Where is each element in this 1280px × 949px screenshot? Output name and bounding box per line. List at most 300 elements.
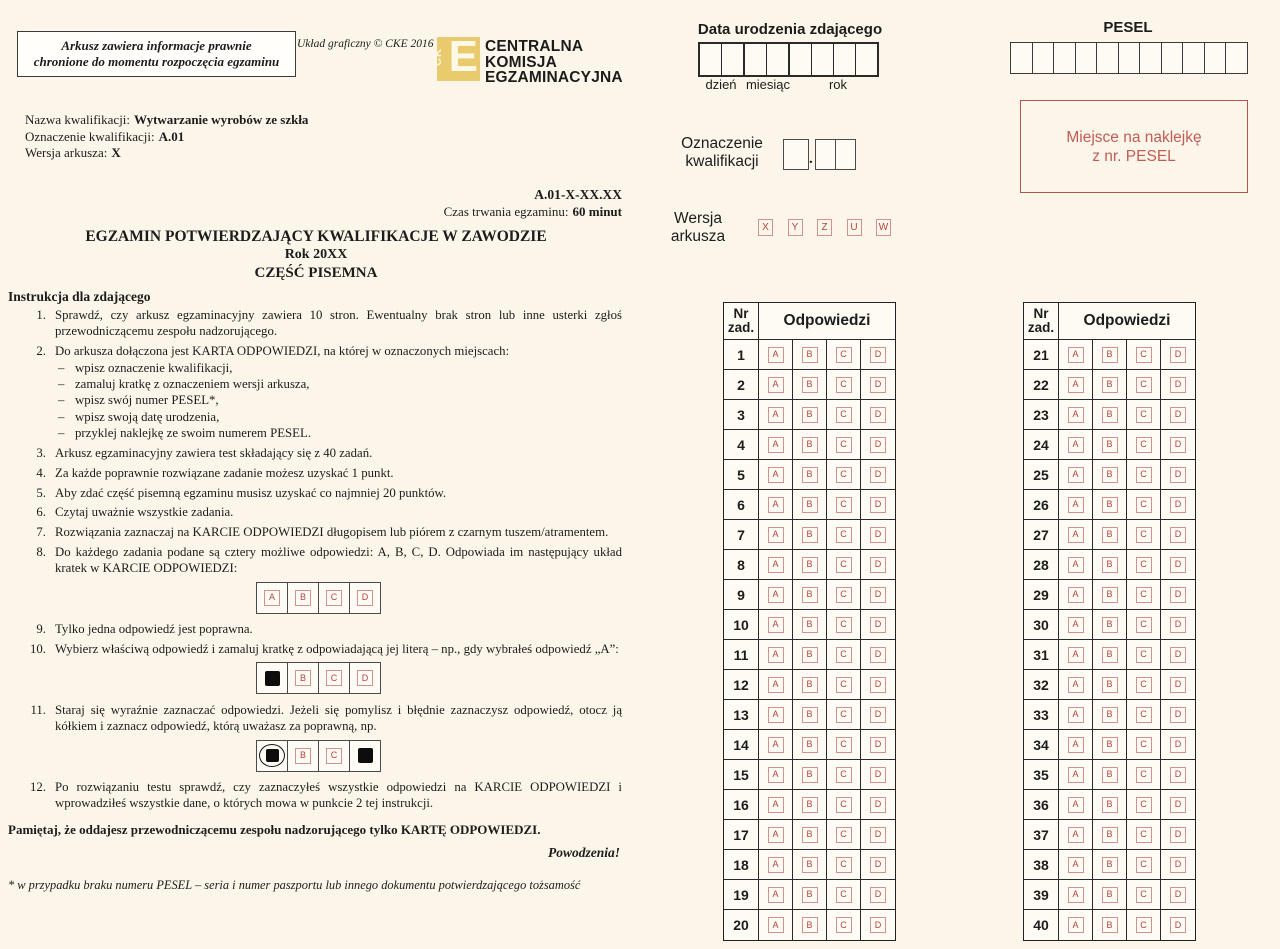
instruction-text: Aby zdać część pisemną egzaminu musisz uzyskać co najmniej 20 punktów. xyxy=(55,485,447,500)
answer-box-1b[interactable]: B xyxy=(802,347,818,363)
answer-box-4a[interactable]: A xyxy=(768,437,784,453)
dash-bullet: – xyxy=(58,377,65,392)
answer-box-24c[interactable]: C xyxy=(1136,437,1152,453)
answer-box-25c[interactable]: C xyxy=(1136,467,1152,483)
circled-answer-mark xyxy=(259,744,285,767)
answer-cell xyxy=(793,700,827,730)
instruction-text: Za każde poprawnie rozwiązane zadanie możesz uzyskać 1 punkt. xyxy=(55,465,394,480)
answer-box-16a[interactable]: A xyxy=(768,797,784,813)
pesel-footnote: * w przypadku braku numeru PESEL – seria i numer paszportu lub innego dokumentu potwierdzającego tożsamość xyxy=(8,877,581,892)
qualification-code-box-2[interactable] xyxy=(815,139,856,170)
task-number: 5 xyxy=(724,460,759,490)
answer-box-27b[interactable]: B xyxy=(1102,527,1118,543)
answer-cell xyxy=(1161,670,1195,700)
answer-box-20c[interactable]: C xyxy=(836,917,852,933)
birthdate-cell[interactable] xyxy=(722,44,745,75)
answer-cell xyxy=(827,610,861,640)
answer-box-29c[interactable]: C xyxy=(1136,587,1152,603)
answer-box-33c[interactable]: C xyxy=(1136,707,1152,723)
dash-bullet: – xyxy=(58,426,65,441)
answer-box-25a[interactable]: A xyxy=(1068,467,1084,483)
pesel-cell[interactable] xyxy=(1205,43,1227,73)
answer-box-5d[interactable]: D xyxy=(870,467,886,483)
exam-title xyxy=(0,228,632,282)
answer-cell xyxy=(1093,820,1127,850)
answer-box-26b[interactable]: B xyxy=(1102,497,1118,513)
cke-logo-icon xyxy=(431,32,480,81)
task-number: 25 xyxy=(1024,460,1059,490)
instruction-text: Do każdego zadania podane są cztery możliwe odpowiedzi: A, B, C, D. Odpowiada im następujący układ kratek w KARCIE ODPOWIEDZI: xyxy=(55,545,622,576)
answer-cell xyxy=(1093,730,1127,760)
answer-box-30c[interactable]: C xyxy=(1136,617,1152,633)
answer-box-27d[interactable]: D xyxy=(1170,527,1186,543)
answer-box-11c[interactable]: C xyxy=(836,647,852,663)
answer-box-24b[interactable]: B xyxy=(1102,437,1118,453)
answer-box-18b[interactable]: B xyxy=(802,857,818,873)
birthdate-cell[interactable] xyxy=(767,44,790,75)
answer-box-6a[interactable]: A xyxy=(768,497,784,513)
answer-box-9d[interactable]: D xyxy=(870,587,886,603)
answer-box-36b[interactable]: B xyxy=(1102,797,1118,813)
answer-box-33d[interactable]: D xyxy=(1170,707,1186,723)
answer-box-11b[interactable]: B xyxy=(802,647,818,663)
answer-cell xyxy=(827,580,861,610)
answer-box-1a[interactable]: A xyxy=(768,347,784,363)
answer-box-23c[interactable]: C xyxy=(1136,407,1152,423)
answer-box-28d[interactable]: D xyxy=(1170,557,1186,573)
answer-box-2b[interactable]: B xyxy=(802,377,818,393)
answer-box-32c[interactable]: C xyxy=(1136,677,1152,693)
answer-box-30d[interactable]: D xyxy=(1170,617,1186,633)
answer-box-21c[interactable]: C xyxy=(1136,347,1152,363)
answer-box-20a[interactable]: A xyxy=(768,917,784,933)
answer-box-7a[interactable]: A xyxy=(768,527,784,543)
answer-box-19d[interactable]: D xyxy=(870,887,886,903)
answer-box-14c[interactable]: C xyxy=(836,737,852,753)
answer-box-26a[interactable]: A xyxy=(1068,497,1084,513)
answer-box-37d[interactable]: D xyxy=(1170,827,1186,843)
answer-cell xyxy=(1127,880,1161,910)
answer-cell xyxy=(1127,850,1161,880)
answer-box-8a[interactable]: A xyxy=(768,557,784,573)
answer-box-16c[interactable]: C xyxy=(836,797,852,813)
answer-box-29b[interactable]: B xyxy=(1102,587,1118,603)
answer-cell xyxy=(1059,340,1093,370)
answer-box-22c[interactable]: C xyxy=(1136,377,1152,393)
exam-duration-line: Czas trwania egzaminu: 60 minut xyxy=(443,203,622,219)
answer-cell xyxy=(1161,820,1195,850)
answer-box-5a[interactable]: A xyxy=(768,467,784,483)
answer-box-15c[interactable]: C xyxy=(836,767,852,783)
answer-box-31d[interactable]: D xyxy=(1170,647,1186,663)
answer-box-24a[interactable]: A xyxy=(1068,437,1084,453)
answer-cell xyxy=(759,790,793,820)
answer-box-28b[interactable]: B xyxy=(1102,557,1118,573)
answer-box-26c[interactable]: C xyxy=(1136,497,1152,513)
task-number: 6 xyxy=(724,490,759,520)
answer-box-9c[interactable]: C xyxy=(836,587,852,603)
answer-box-3d[interactable]: D xyxy=(870,407,886,423)
answer-box-28c[interactable]: C xyxy=(1136,557,1152,573)
instruction-item xyxy=(8,465,622,481)
answer-box-40c[interactable]: C xyxy=(1136,917,1152,933)
answer-box-15d[interactable]: D xyxy=(870,767,886,783)
answer-box-39d[interactable]: D xyxy=(1170,887,1186,903)
pesel-cell[interactable] xyxy=(1226,43,1247,73)
answer-box-23b[interactable]: B xyxy=(1102,407,1118,423)
answer-cell xyxy=(1127,610,1161,640)
task-number: 39 xyxy=(1024,880,1059,910)
answer-box-8c[interactable]: C xyxy=(836,557,852,573)
answer-cell xyxy=(861,520,895,550)
answer-box-3b[interactable]: B xyxy=(802,407,818,423)
birthdate-cell[interactable] xyxy=(790,44,812,75)
answer-cell xyxy=(1093,670,1127,700)
answer-box-14a[interactable]: A xyxy=(768,737,784,753)
answer-box-4b[interactable]: B xyxy=(802,437,818,453)
answer-cell xyxy=(793,640,827,670)
answer-box-9a[interactable]: A xyxy=(768,587,784,603)
birthdate-cell[interactable] xyxy=(856,44,877,75)
answer-cell xyxy=(1093,430,1127,460)
answer-box-12d[interactable]: D xyxy=(870,677,886,693)
example-cell xyxy=(287,740,319,772)
answer-box-18d[interactable]: D xyxy=(870,857,886,873)
answer-cell xyxy=(1161,640,1195,670)
sheet-version-options xyxy=(758,219,891,236)
pesel-cell[interactable] xyxy=(1097,43,1119,73)
answer-box-6b[interactable]: B xyxy=(802,497,818,513)
task-number: 38 xyxy=(1024,850,1059,880)
answer-box-17b[interactable]: B xyxy=(802,827,818,843)
answer-cell xyxy=(861,880,895,910)
answer-box-29a[interactable]: A xyxy=(1068,587,1084,603)
answer-cell xyxy=(1093,520,1127,550)
qualification-code-cell[interactable] xyxy=(816,140,836,169)
answer-box-26d[interactable]: D xyxy=(1170,497,1186,513)
instruction-text: Po rozwiązaniu testu sprawdź, czy zaznaczyłeś wszystkie odpowiedzi na KARCIE ODPOWIEDZI i wprowadziłeś wszystkie dane, o których mowa w punkcie 2 tej instrukcji. xyxy=(55,780,622,811)
answer-cell xyxy=(759,640,793,670)
answer-box-25b[interactable]: B xyxy=(1102,467,1118,483)
answer-box-20b[interactable]: B xyxy=(802,917,818,933)
answer-box-39c[interactable]: C xyxy=(1136,887,1152,903)
version-option-w[interactable]: W xyxy=(876,219,891,236)
answer-box-19c[interactable]: C xyxy=(836,887,852,903)
instructions-heading: Instrukcja dla zdającego xyxy=(8,289,151,304)
answer-box-31c[interactable]: C xyxy=(1136,647,1152,663)
answer-box-3c[interactable]: C xyxy=(836,407,852,423)
instruction-item xyxy=(8,307,622,340)
answer-cell xyxy=(1059,580,1093,610)
answer-cell xyxy=(827,430,861,460)
cke-logo-name xyxy=(485,39,623,86)
answer-box-1c[interactable]: C xyxy=(836,347,852,363)
instruction-sub-text: wpisz swoją datę urodzenia, xyxy=(75,409,220,424)
answer-cell xyxy=(1161,880,1195,910)
answer-letter-box: A xyxy=(264,590,280,606)
answer-box-16b[interactable]: B xyxy=(802,797,818,813)
answer-box-34b[interactable]: B xyxy=(1102,737,1118,753)
answer-box-3a[interactable]: A xyxy=(768,407,784,423)
answer-box-18c[interactable]: C xyxy=(836,857,852,873)
answer-box-8b[interactable]: B xyxy=(802,557,818,573)
answer-cell xyxy=(759,670,793,700)
answer-box-9b[interactable]: B xyxy=(802,587,818,603)
answer-box-8d[interactable]: D xyxy=(870,557,886,573)
answer-box-17d[interactable]: D xyxy=(870,827,886,843)
answer-box-15b[interactable]: B xyxy=(802,767,818,783)
answer-box-2d[interactable]: D xyxy=(870,377,886,393)
task-number: 24 xyxy=(1024,430,1059,460)
example-cell xyxy=(256,740,288,772)
answer-box-21a[interactable]: A xyxy=(1068,347,1084,363)
answer-box-11a[interactable]: A xyxy=(768,647,784,663)
answer-box-5c[interactable]: C xyxy=(836,467,852,483)
pesel-cell[interactable] xyxy=(1183,43,1205,73)
instruction-number: 11. xyxy=(30,702,46,717)
answer-letter-box: C xyxy=(326,670,342,686)
pesel-cell[interactable] xyxy=(1054,43,1076,73)
answer-box-23d[interactable]: D xyxy=(1170,407,1186,423)
answer-box-5b[interactable]: B xyxy=(802,467,818,483)
sticker-line1: Miejsce na naklejkę xyxy=(1066,128,1202,146)
answer-box-28a[interactable]: A xyxy=(1068,557,1084,573)
pesel-cell[interactable] xyxy=(1119,43,1141,73)
answer-box-40a[interactable]: A xyxy=(1068,917,1084,933)
task-number: 37 xyxy=(1024,820,1059,850)
answer-box-38a[interactable]: A xyxy=(1068,857,1084,873)
answer-box-12c[interactable]: C xyxy=(836,677,852,693)
answer-box-16d[interactable]: D xyxy=(870,797,886,813)
instruction-item xyxy=(8,779,622,812)
answer-cell xyxy=(793,490,827,520)
answer-box-30b[interactable]: B xyxy=(1102,617,1118,633)
answer-box-37c[interactable]: C xyxy=(1136,827,1152,843)
pesel-title: PESEL xyxy=(1103,19,1153,36)
answer-box-2c[interactable]: C xyxy=(836,377,852,393)
pesel-cell[interactable] xyxy=(1076,43,1098,73)
answer-cell xyxy=(861,400,895,430)
answer-cell xyxy=(1059,700,1093,730)
answer-box-29d[interactable]: D xyxy=(1170,587,1186,603)
birthdate-cell[interactable] xyxy=(812,44,834,75)
version-option-y[interactable]: Y xyxy=(788,219,803,236)
answer-box-13b[interactable]: B xyxy=(802,707,818,723)
answer-box-13d[interactable]: D xyxy=(870,707,886,723)
answer-cell xyxy=(1127,430,1161,460)
answer-box-17a[interactable]: A xyxy=(768,827,784,843)
instruction-item xyxy=(8,524,622,540)
instruction-item xyxy=(8,641,622,698)
pesel-cell[interactable] xyxy=(1140,43,1162,73)
instruction-number: 12. xyxy=(30,780,46,795)
answer-box-4d[interactable]: D xyxy=(870,437,886,453)
answer-cell xyxy=(827,520,861,550)
answer-box-34a[interactable]: A xyxy=(1068,737,1084,753)
answer-cell xyxy=(1127,760,1161,790)
answer-box-21d[interactable]: D xyxy=(1170,347,1186,363)
answer-cell xyxy=(1093,370,1127,400)
answer-letter-box: C xyxy=(326,748,342,764)
answer-cell xyxy=(793,370,827,400)
answer-box-12b[interactable]: B xyxy=(802,677,818,693)
answer-box-27c[interactable]: C xyxy=(1136,527,1152,543)
answer-box-20d[interactable]: D xyxy=(870,917,886,933)
answer-box-31b[interactable]: B xyxy=(1102,647,1118,663)
answer-box-33a[interactable]: A xyxy=(1068,707,1084,723)
answer-box-39b[interactable]: B xyxy=(1102,887,1118,903)
answer-box-37a[interactable]: A xyxy=(1068,827,1084,843)
answer-box-7d[interactable]: D xyxy=(870,527,886,543)
answer-box-34d[interactable]: D xyxy=(1170,737,1186,753)
answer-box-22a[interactable]: A xyxy=(1068,377,1084,393)
answer-box-30a[interactable]: A xyxy=(1068,617,1084,633)
answer-boxes-example xyxy=(35,662,602,694)
answer-cell xyxy=(793,610,827,640)
answer-box-13a[interactable]: A xyxy=(768,707,784,723)
answer-cell xyxy=(793,760,827,790)
answer-box-23a[interactable]: A xyxy=(1068,407,1084,423)
pesel-cell[interactable] xyxy=(1033,43,1055,73)
task-number: 3 xyxy=(724,400,759,430)
answer-box-18a[interactable]: A xyxy=(768,857,784,873)
instruction-item xyxy=(8,702,622,776)
answer-cell xyxy=(1161,790,1195,820)
answer-letter-box: D xyxy=(357,670,373,686)
answer-box-35d[interactable]: D xyxy=(1170,767,1186,783)
answer-cell xyxy=(861,640,895,670)
answer-box-35c[interactable]: C xyxy=(1136,767,1152,783)
dash-bullet: – xyxy=(58,393,65,408)
task-number: 17 xyxy=(724,820,759,850)
answer-box-22d[interactable]: D xyxy=(1170,377,1186,393)
answer-box-36a[interactable]: A xyxy=(1068,797,1084,813)
answer-box-10a[interactable]: A xyxy=(768,617,784,633)
dash-bullet: – xyxy=(58,409,65,424)
answer-box-31a[interactable]: A xyxy=(1068,647,1084,663)
qualification-code-cell[interactable] xyxy=(836,140,855,169)
task-number: 1 xyxy=(724,340,759,370)
task-number: 15 xyxy=(724,760,759,790)
answer-box-12a[interactable]: A xyxy=(768,677,784,693)
answer-box-36c[interactable]: C xyxy=(1136,797,1152,813)
task-number: 32 xyxy=(1024,670,1059,700)
answer-box-22b[interactable]: B xyxy=(1102,377,1118,393)
instruction-number: 9. xyxy=(36,622,46,637)
answer-box-35a[interactable]: A xyxy=(1068,767,1084,783)
answer-box-10b[interactable]: B xyxy=(802,617,818,633)
answer-cell xyxy=(1093,850,1127,880)
answer-cell xyxy=(827,760,861,790)
answer-box-33b[interactable]: B xyxy=(1102,707,1118,723)
answer-box-40b[interactable]: B xyxy=(1102,917,1118,933)
answer-box-32b[interactable]: B xyxy=(1102,677,1118,693)
answer-cell xyxy=(793,850,827,880)
exam-code-block xyxy=(300,187,622,220)
task-number: 28 xyxy=(1024,550,1059,580)
task-number: 34 xyxy=(1024,730,1059,760)
answer-box-19b[interactable]: B xyxy=(802,887,818,903)
answer-box-7b[interactable]: B xyxy=(802,527,818,543)
birthdate-cell[interactable] xyxy=(834,44,856,75)
answer-box-17c[interactable]: C xyxy=(836,827,852,843)
task-number: 27 xyxy=(1024,520,1059,550)
answer-box-19a[interactable]: A xyxy=(768,887,784,903)
birthdate-cell[interactable] xyxy=(700,44,722,75)
pesel-cell[interactable] xyxy=(1162,43,1184,73)
answer-cell xyxy=(1059,730,1093,760)
answer-box-1d[interactable]: D xyxy=(870,347,886,363)
instruction-sub-text: przyklej naklejkę ze swoim numerem PESEL. xyxy=(75,426,311,441)
answer-box-10c[interactable]: C xyxy=(836,617,852,633)
cke-name-line1: CENTRALNA xyxy=(485,38,584,55)
answer-box-24d[interactable]: D xyxy=(1170,437,1186,453)
answer-box-40d[interactable]: D xyxy=(1170,917,1186,933)
answer-cell xyxy=(1093,640,1127,670)
answer-cell xyxy=(1059,850,1093,880)
pesel-cell[interactable] xyxy=(1011,43,1033,73)
answer-box-37b[interactable]: B xyxy=(1102,827,1118,843)
answer-box-6d[interactable]: D xyxy=(870,497,886,513)
cke-name-line3: EGZAMINACYJNA xyxy=(485,69,623,86)
answer-box-15a[interactable]: A xyxy=(768,767,784,783)
answer-box-13c[interactable]: C xyxy=(836,707,852,723)
answer-box-38c[interactable]: C xyxy=(1136,857,1152,873)
answer-box-6c[interactable]: C xyxy=(836,497,852,513)
answer-box-14b[interactable]: B xyxy=(802,737,818,753)
version-option-z[interactable]: Z xyxy=(817,219,832,236)
answer-cell xyxy=(1161,580,1195,610)
answer-box-35b[interactable]: B xyxy=(1102,767,1118,783)
example-cell xyxy=(256,662,288,694)
filled-answer-mark xyxy=(265,671,280,686)
answer-box-32d[interactable]: D xyxy=(1170,677,1186,693)
example-cell xyxy=(318,740,350,772)
answer-box-27a[interactable]: A xyxy=(1068,527,1084,543)
version-option-u[interactable]: U xyxy=(847,219,862,236)
answer-box-4c[interactable]: C xyxy=(836,437,852,453)
answer-box-2a[interactable]: A xyxy=(768,377,784,393)
version-option-x[interactable]: X xyxy=(758,219,773,236)
answer-box-39a[interactable]: A xyxy=(1068,887,1084,903)
answer-box-32a[interactable]: A xyxy=(1068,677,1084,693)
answer-cell xyxy=(861,850,895,880)
answer-box-14d[interactable]: D xyxy=(870,737,886,753)
answer-box-10d[interactable]: D xyxy=(870,617,886,633)
answer-cell xyxy=(1127,520,1161,550)
birthdate-cell[interactable] xyxy=(745,44,767,75)
answer-box-7c[interactable]: C xyxy=(836,527,852,543)
qualification-code-box-1[interactable] xyxy=(783,139,809,170)
answer-cell xyxy=(759,460,793,490)
answer-box-38d[interactable]: D xyxy=(1170,857,1186,873)
pesel-boxes xyxy=(1010,42,1248,74)
task-number: 9 xyxy=(724,580,759,610)
task-number: 16 xyxy=(724,790,759,820)
answer-cell xyxy=(793,520,827,550)
answer-box-11d[interactable]: D xyxy=(870,647,886,663)
answer-box-21b[interactable]: B xyxy=(1102,347,1118,363)
answer-cell xyxy=(759,730,793,760)
answer-box-36d[interactable]: D xyxy=(1170,797,1186,813)
answer-cell xyxy=(861,490,895,520)
answer-box-34c[interactable]: C xyxy=(1136,737,1152,753)
task-number: 21 xyxy=(1024,340,1059,370)
task-number: 33 xyxy=(1024,700,1059,730)
answer-box-38b[interactable]: B xyxy=(1102,857,1118,873)
task-number: 30 xyxy=(1024,610,1059,640)
answer-box-25d[interactable]: D xyxy=(1170,467,1186,483)
